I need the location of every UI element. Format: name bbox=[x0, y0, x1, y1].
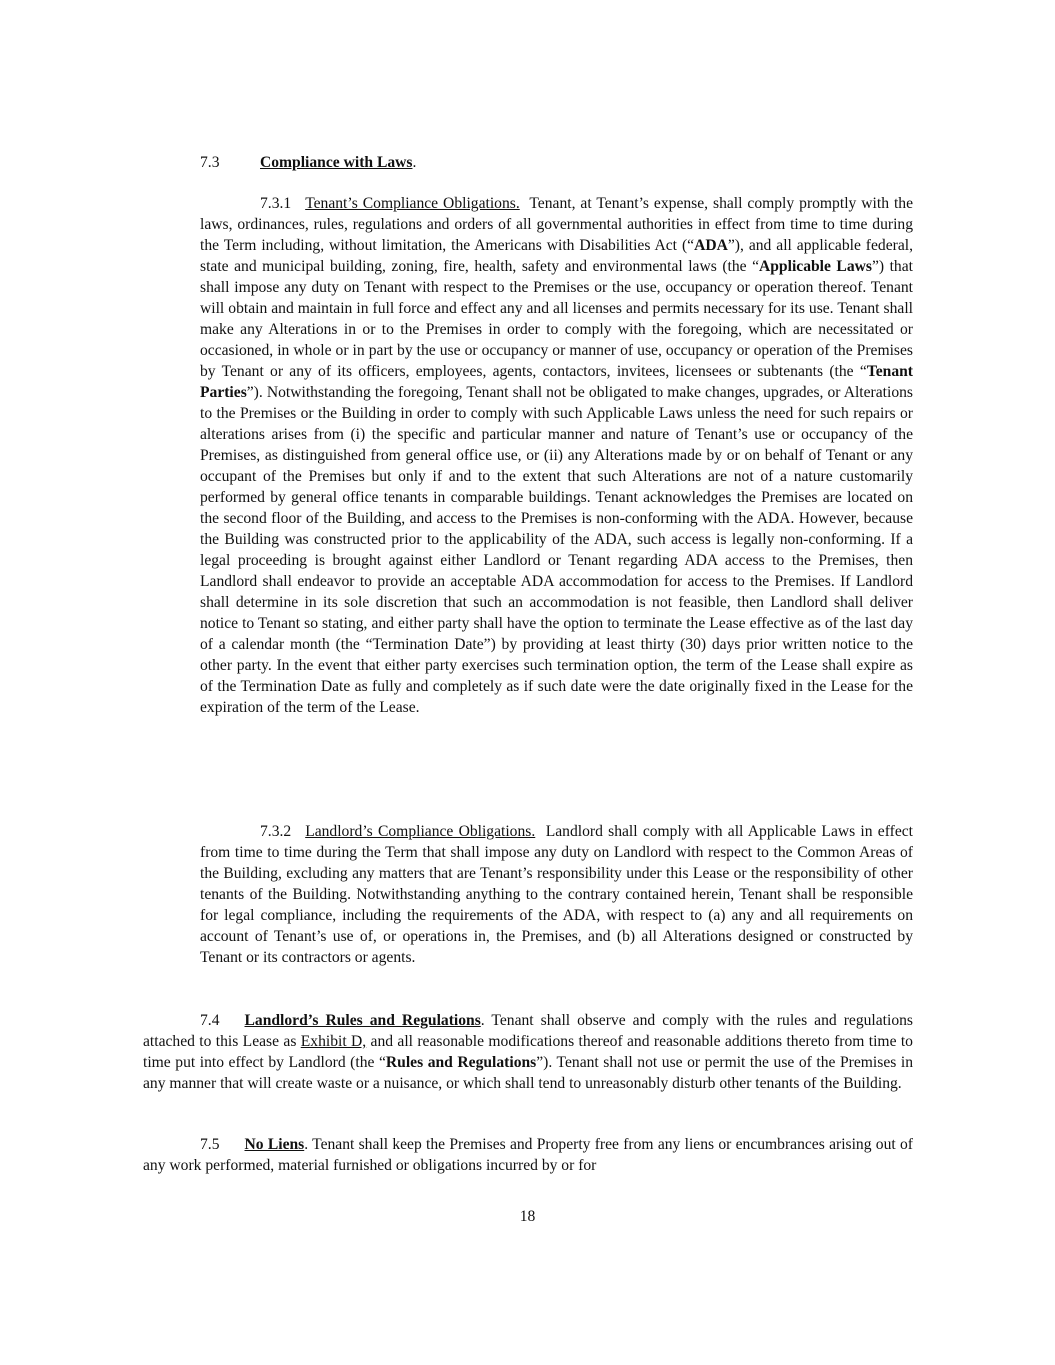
section-number: 7.4 bbox=[200, 1012, 220, 1029]
section-number: 7.5 bbox=[200, 1136, 220, 1153]
paragraph-text: ”), and all applicable federal, state and municipal building, zoning, fire, health, safety and environmental laws (the “ bbox=[200, 237, 913, 275]
paragraph-7-5 bbox=[143, 1134, 913, 1176]
section-title: Landlord’s Rules and Regulations bbox=[244, 1012, 481, 1029]
subsection-heading: Landlord’s Compliance Obligations. bbox=[305, 823, 536, 840]
paragraph-7-3-2 bbox=[200, 821, 913, 968]
defined-term-rules-and-regulations: Rules and Regulations bbox=[385, 1054, 537, 1071]
section-number: 7.3.1 bbox=[260, 195, 292, 212]
paragraph-text: Landlord shall comply with all Applicable Laws in effect from time to time during the Term that shall impose any duty on Landlord with respect to the Common Areas of the Building, excluding any matters that are Tenant’s responsibility under this Lease or the responsibility of other tenants of the Building. Notwithstanding anything to the contrary contained herein, Tenant shall be responsible for legal compliance, including the requirements of the ADA, with respect to (a) any and all requirements on account of Tenant’s use of, or operations in, the Premises, and (b) all Alterations designed or constructed by Tenant or its contractors or agents. bbox=[200, 823, 914, 966]
defined-term-applicable-laws: Applicable Laws bbox=[759, 258, 872, 275]
section-title: Compliance with Laws bbox=[260, 154, 413, 171]
paragraph-text: ”). Tenant shall not use or permit the use of the Premises in any manner that will create waste or a nuisance, or which shall tend to unreasonably disturb other tenants of the Building. bbox=[143, 1054, 913, 1092]
paragraph-text: . Tenant shall keep the Premises and Property free from any liens or encumbrances arising out of any work performed, material furnished or obligations incurred by or for bbox=[143, 1136, 913, 1174]
paragraph-text: ”). Notwithstanding the foregoing, Tenant shall not be obligated to make changes, upgrades, or Alterations to the Premises or the Building in order to comply with such Applicable Laws unless the need for such repairs or alterations arises from (i) the specific and particular manner and nature of Tenant’s use or occupancy of the Premises, as distinguished from general office use, or (ii) any Alterations made by or on behalf of Tenant or any occupant of the Premises but only if and to the extent that such Alterations are not of a nature customarily performed by general office tenants in comparable buildings. Tenant acknowledges the Premises are located on the second floor of the Building, and access to the Premises is non-conforming with the ADA. However, because the Building was constructed prior to the applicability of the ADA, such access is legally non-conforming. If a legal proceeding is brought against either Landlord or Tenant regarding ADA access to the Premises, then Landlord shall endeavor to provide an acceptable ADA accommodation for access to the Premises. If Landlord shall determine in its sole discretion that such an accommodation is not feasible, then Landlord shall deliver notice to Tenant so stating, and either party shall have the option to terminate the Lease effective as of the last day of a calendar month (the “Termination Date”) by providing at least thirty (30) days prior written notice to the other party. In the event that either party exercises such termination option, the term of the Lease shall expire as of the Termination Date as fully and completely as if such date were the date originally fixed in the Lease for the expiration of the term of the Lease. bbox=[200, 384, 913, 716]
defined-term-tenant-parties: Tenant Parties bbox=[200, 363, 913, 401]
section-number: 7.3 bbox=[200, 154, 220, 171]
paragraph-text: Tenant, at Tenant’s expense, shall comply promptly with the laws, ordinances, rules, regulations and orders of all governmental authorities in effect from time to time during the Term including, without limitation, the Americans with Disabilities Act (“ bbox=[200, 195, 914, 254]
exhibit-reference: Exhibit D, bbox=[300, 1033, 367, 1050]
section-7-3-heading bbox=[200, 152, 416, 173]
paragraph-text: ”) that shall impose any duty on Tenant with respect to the Premises or the use, occupancy or operation thereof. Tenant will obtain and maintain in full force and effect any and all licenses and permits necessary for its use. Tenant shall make any Alterations in or to the Premises in order to comply with the foregoing, which are necessitated or occasioned, in whole or in part by the use or occupancy or manner of use, occupancy or operation of the Premises by Tenant or any of its officers, employees, agents, contactors, invitees, licensees or subtenants (the “ bbox=[200, 258, 913, 380]
subsection-heading: Tenant’s Compliance Obligations. bbox=[305, 195, 520, 212]
paragraph-text: and all reasonable modifications thereof and reasonable additions thereto from time to time put into effect by Landlord (the “ bbox=[143, 1033, 913, 1071]
page-number: 18 bbox=[519, 1208, 536, 1225]
section-title: No Liens bbox=[244, 1136, 305, 1153]
paragraph-text: . Tenant shall observe and comply with the rules and regulations attached to this Lease as bbox=[143, 1012, 913, 1050]
paragraph-7-3-1 bbox=[200, 193, 913, 718]
defined-term-ada: ADA bbox=[694, 237, 728, 254]
section-number: 7.3.2 bbox=[260, 823, 292, 840]
section-title-suffix: . bbox=[412, 154, 417, 171]
paragraph-7-4 bbox=[143, 1010, 913, 1094]
